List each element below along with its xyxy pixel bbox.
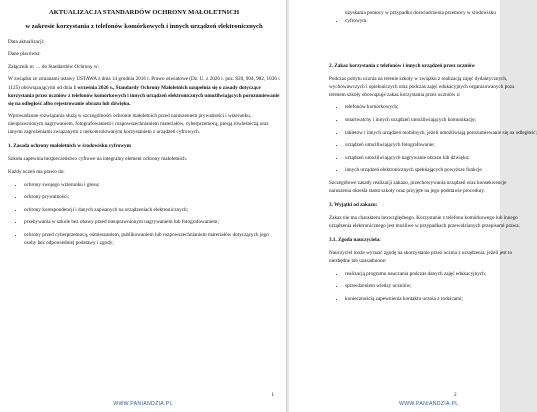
section-2-text: Podczas pobytu ucznia na terenie szkoły w związku z realizacją zajęć dydaktycznych, wychowawczych i opiekuńczych oraz podczas zajęć edukacyjnych organizowanych poza terenem szkoły obowiązuje zakaz korzystania przez uczniów z: <box>329 75 515 98</box>
document-title <box>8 9 280 32</box>
list-item: • tabletów i innych urządzeń mobilnych, jeżeli umożliwiają porozumiewanie się na odległość; <box>345 129 500 137</box>
list-item: • sprawdzeniem wiedzy uczniów; <box>345 282 500 290</box>
rights-list <box>8 181 280 247</box>
page-2-content <box>329 0 537 307</box>
list-item: • telefonów komórkowych; <box>345 103 500 111</box>
intro-bold-text: 1 września 2026 r., Standardy Ochrony Małoletnich uzupełnia się o zasady dotyczące korzystania przez uczniów z telefonów komórkowych i innych urządzeń elektronicznych umożliwiających porozumiewanie się na odległość albo rejestrowanie obrazu lub dźwięku. <box>8 84 280 107</box>
page-number: 2 <box>454 392 457 398</box>
footer-website: WWW.PANIANDZIA.PL <box>113 401 173 407</box>
list-item: • uzyskania pomocy w przypadku doświadczenia przemocy w środowisku cyfrowym. <box>345 9 500 25</box>
list-item: • smartwatchy i innych urządzeń umożliwiających komunikację; <box>345 116 500 124</box>
detail-rules-text: Szczegółowe zasady realizacji zakazu, przechowywania urządzeń oraz konsekwencje naruszenia określa statut szkoły oraz przyjęte na jego podstawie procedury. <box>329 179 507 194</box>
section-3-1-heading: 3.1. Zgoda nauczyciela: <box>329 237 381 244</box>
section-1-text: Szkoła zapewnia bezpieczeństwo cyfrowe na integralny element ochrony małoletnich. <box>8 156 188 163</box>
list-item: • ochrony swojego wizerunku i głosu; <box>24 181 280 189</box>
list-item: • przebywania w szkole bez obawy przed nieuprawnionym nagrywaniem lub fotografowaniem; <box>24 218 280 226</box>
document-page-2 <box>289 0 537 412</box>
purpose-paragraph: Wprowadzone rozwiązania służą w szczególności ochronie małoletnich przed naruszeniem prywatności i wizerunku, nieuprawnionym nagrywaniem, fotografowaniem i rozpowszechnianiem materiałów, cyberprzemocą, presją rówieśniczą oraz innymi zagrożeniami związanymi z niekontrolowanym korzystaniem z urządzeń cyfrowych. <box>8 113 269 136</box>
section-3-heading: 3. Wyjątki od zakazu: <box>329 201 378 208</box>
list-item: • realizacją programu nauczania podczas danych zajęć edukacyjnych; <box>345 270 500 278</box>
intro-normal-text: W związku ze zmianami ustawy USTAWA z dnia 14 grudnia 2016 r. Prawo oświatowe (Dz. U. z 2026 r. poz. 820, 904, 982, 1036 i 1125) obowiązującymi od dnia <box>8 76 280 91</box>
list-item: • ochrony prywatności; <box>24 193 280 201</box>
attachment-line: Załącznik nr … do Standardów Ochrony w: <box>8 63 100 70</box>
devices-list <box>329 103 537 174</box>
list-item: • koniecznością zapewnienia kontaktu ucznia z rodzicami; <box>345 295 500 303</box>
footer-website: WWW.PANIANDZIA.PL <box>399 401 459 407</box>
title-line-1: AKTUALIZACJA STANDARDÓW OCHRONY MAŁOLETNICH <box>48 9 240 16</box>
list-item: • innych urządzeń elektronicznych spełniających powyższe funkcje. <box>345 166 500 174</box>
section-3-1-text: Nauczyciel może wyrazić zgodę na skorzystanie przez ucznia z urządzenia, jeżeli jest to niezbędne lub uzasadnione: <box>329 250 513 265</box>
page-number: 1 <box>271 392 274 398</box>
section-3-text: Zakaz nie ma charakteru bezwzględnego. Korzystanie z telefonu komórkowego lub innego urządzenia elektronicznego jest możliwe w przypadkach przewidzianych przepisami prawa. <box>329 214 520 229</box>
intro-paragraph <box>8 75 280 107</box>
list-item: • ochrony korespondencji i danych zapisanych na urządzeniach elektronicznych; <box>24 206 280 214</box>
rights-intro: Każdy uczeń ma prawo do: <box>8 169 65 176</box>
list-item: • urządzeń umożliwiających nagrywanie obrazu lub dźwięku; <box>345 154 500 162</box>
title-line-2: w zakresie korzystania z telefonów komórkowych i innych urządzeń elektronicznych <box>25 22 263 30</box>
continued-rights-list <box>329 9 500 25</box>
reasons-list <box>329 270 500 303</box>
list-item: • ochrony przed cyberprzemocą, ośmieszaniem, publikowaniem lub rozpowszechnianiem materiałów dotyczących jego osoby bez odpowiedniej podstawy i zgody; <box>24 231 280 247</box>
date-label: Data aktualizacji: <box>8 38 45 45</box>
list-item: • urządzeń umożliwiających fotografowanie; <box>345 141 500 149</box>
school-label: Dane placówki: <box>8 51 41 58</box>
section-2-heading: 2. Zakaz korzystania z telefonów i innych urządzeń przez uczniów <box>329 62 476 69</box>
page-1-content <box>8 0 280 251</box>
section-1-heading: 1. Zasada ochrony małoletnich w środowisku cyfrowym <box>8 143 131 150</box>
